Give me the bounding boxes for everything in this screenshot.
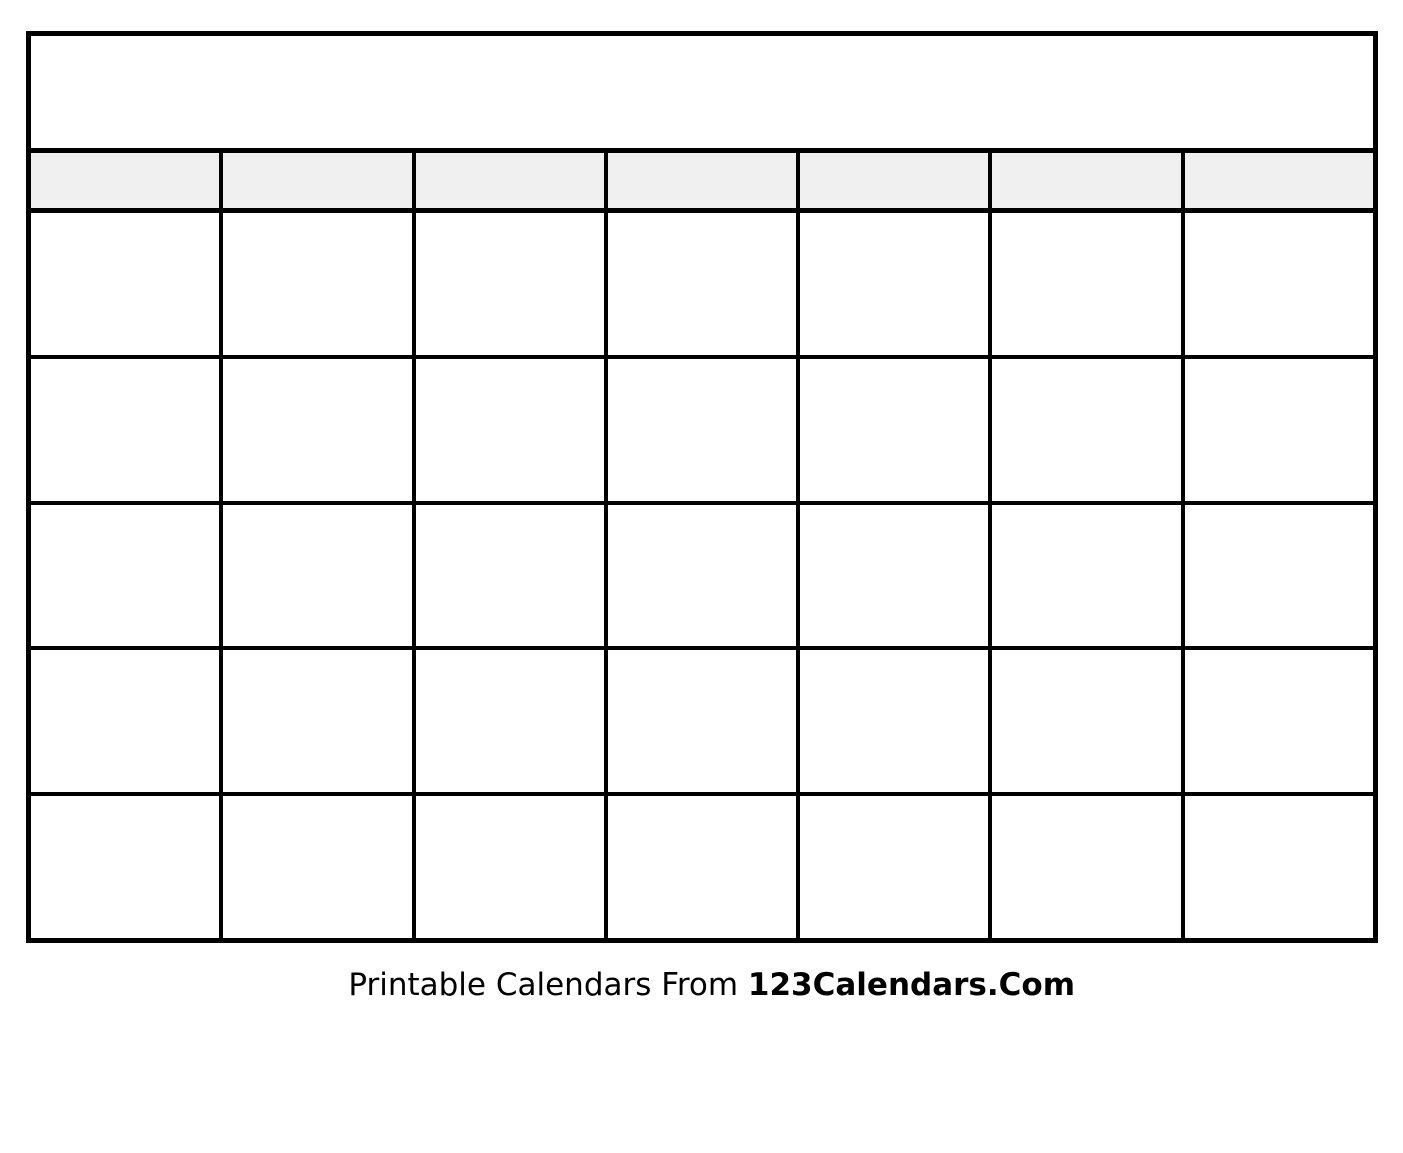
day-cell[interactable] xyxy=(1185,796,1373,938)
day-cell[interactable] xyxy=(800,505,992,647)
week-row xyxy=(31,650,1373,796)
weekday-header-cell-3 xyxy=(416,153,608,208)
day-cell[interactable] xyxy=(223,359,415,501)
day-cell[interactable] xyxy=(800,796,992,938)
day-cell[interactable] xyxy=(31,213,223,355)
day-cell[interactable] xyxy=(608,359,800,501)
weekday-header-row xyxy=(31,153,1373,213)
week-row xyxy=(31,505,1373,651)
day-cell[interactable] xyxy=(608,505,800,647)
day-cell[interactable] xyxy=(992,505,1184,647)
weekday-header-cell-6 xyxy=(992,153,1184,208)
day-cell[interactable] xyxy=(1185,505,1373,647)
footer-brand: 123Calendars.Com xyxy=(747,967,1075,1003)
day-cell[interactable] xyxy=(992,796,1184,938)
day-cell[interactable] xyxy=(992,650,1184,792)
day-cell[interactable] xyxy=(992,213,1184,355)
day-cell[interactable] xyxy=(608,213,800,355)
day-cell[interactable] xyxy=(223,796,415,938)
weekday-header-cell-7 xyxy=(1185,153,1373,208)
day-cell[interactable] xyxy=(416,359,608,501)
footer-credit xyxy=(0,948,1403,1022)
week-row xyxy=(31,796,1373,938)
day-cell[interactable] xyxy=(1185,359,1373,501)
week-row xyxy=(31,213,1373,359)
day-cell[interactable] xyxy=(223,213,415,355)
week-row xyxy=(31,359,1373,505)
day-cell[interactable] xyxy=(800,650,992,792)
weekday-header-cell-1 xyxy=(31,153,223,208)
day-cell[interactable] xyxy=(608,796,800,938)
day-cell[interactable] xyxy=(31,359,223,501)
calendar-weeks xyxy=(31,213,1373,938)
day-cell[interactable] xyxy=(416,213,608,355)
day-cell[interactable] xyxy=(416,796,608,938)
calendar-grid xyxy=(26,31,1378,943)
day-cell[interactable] xyxy=(800,359,992,501)
day-cell[interactable] xyxy=(608,650,800,792)
day-cell[interactable] xyxy=(992,359,1184,501)
day-cell[interactable] xyxy=(223,650,415,792)
day-cell[interactable] xyxy=(31,505,223,647)
day-cell[interactable] xyxy=(223,505,415,647)
day-cell[interactable] xyxy=(31,650,223,792)
weekday-header-cell-5 xyxy=(800,153,992,208)
footer-text: Printable Calendars From xyxy=(348,967,748,1003)
day-cell[interactable] xyxy=(1185,650,1373,792)
calendar-title-row xyxy=(31,36,1373,153)
weekday-header-cell-4 xyxy=(608,153,800,208)
day-cell[interactable] xyxy=(416,505,608,647)
day-cell[interactable] xyxy=(31,796,223,938)
day-cell[interactable] xyxy=(800,213,992,355)
weekday-header-cell-2 xyxy=(223,153,415,208)
day-cell[interactable] xyxy=(416,650,608,792)
day-cell[interactable] xyxy=(1185,213,1373,355)
